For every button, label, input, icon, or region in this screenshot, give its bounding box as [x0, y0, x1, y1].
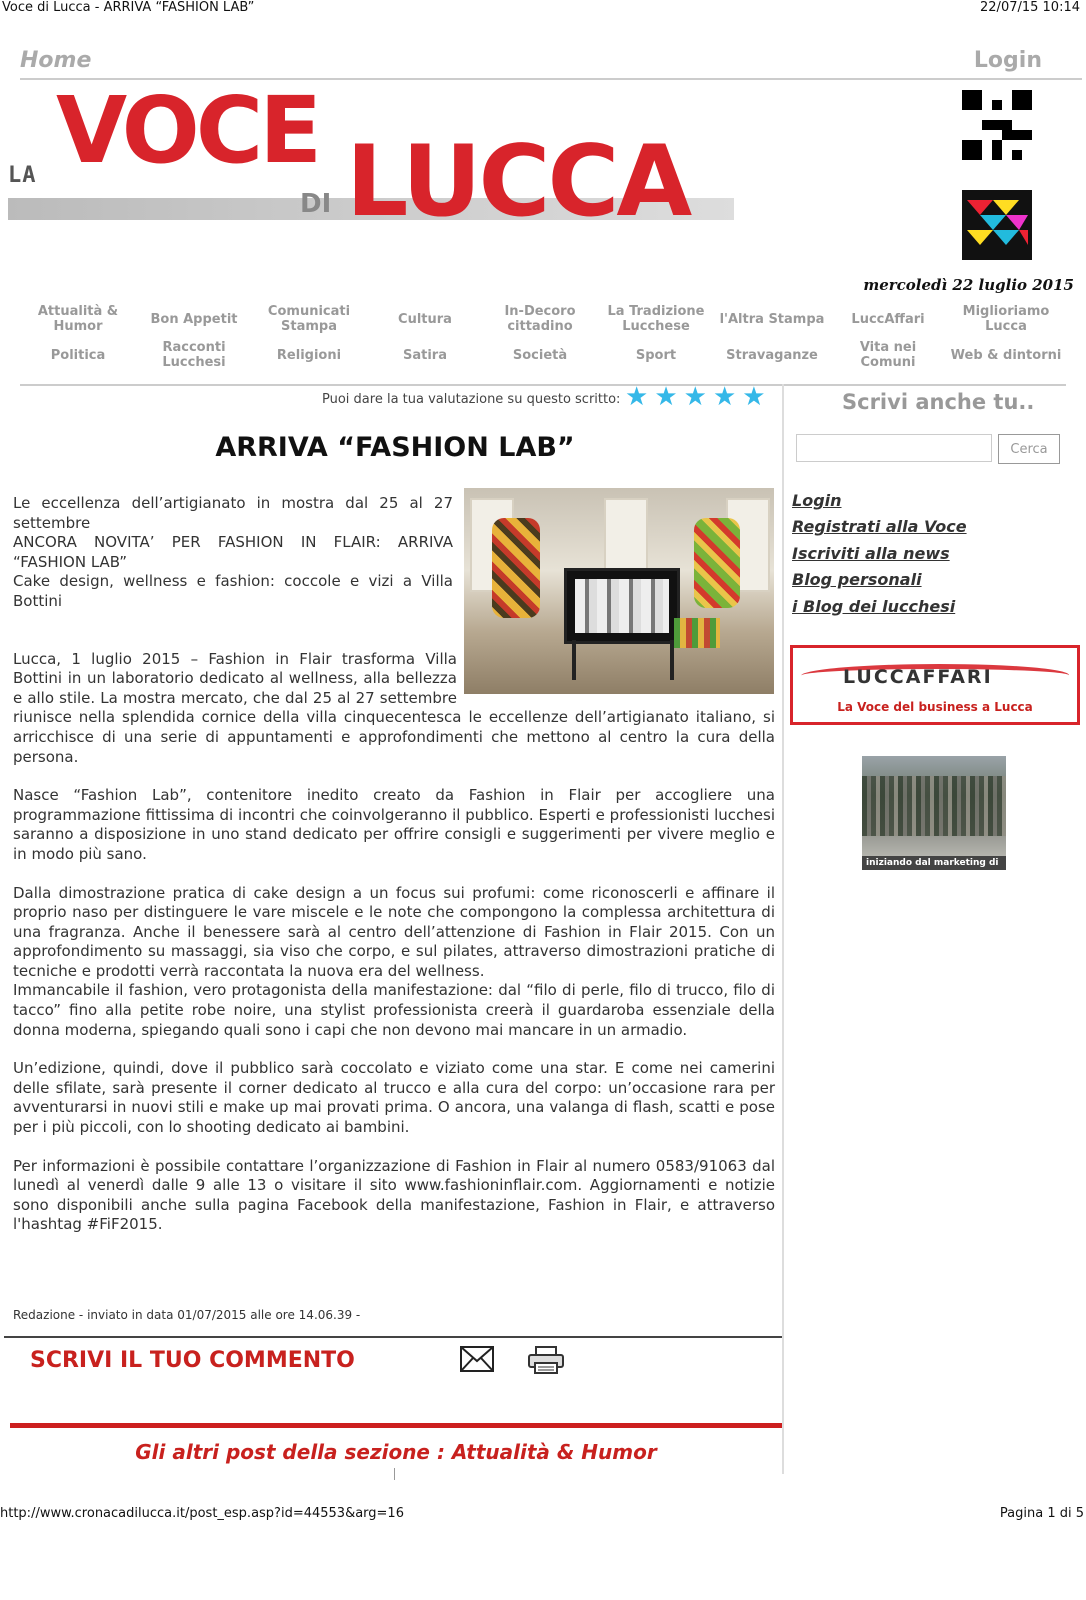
- mail-icon[interactable]: [460, 1346, 494, 1372]
- nav-item-attualita[interactable]: Attualità & Humor: [37, 304, 119, 334]
- pattern-badge-icon[interactable]: [962, 190, 1032, 260]
- sidebar-link-newsletter[interactable]: Iscriviti alla news: [792, 543, 950, 563]
- print-datetime: 22/07/15 10:14: [980, 0, 1080, 15]
- star-icon[interactable]: ★: [625, 382, 649, 412]
- star-icon[interactable]: ★: [683, 382, 707, 412]
- nav-item-societa[interactable]: Società: [512, 348, 568, 363]
- nav-item-altra-stampa[interactable]: l'Altra Stampa: [719, 312, 825, 327]
- article-paragraph: Dalla dimostrazione pratica di cake design a un focus sui profumi: come riconoscerli e affinare il proprio naso per distinguere le vare miscele e le note che compongono la complessa architettura di una fragranza. Anche il benessere sarà al centro dell’attenzione di Fashion in Flair 2015. Con un approfondimento su massaggi, sia viso che corpo, e sul pilates, attraverso dimostrazioni pratiche di tecniche e prodotti verrà raccontata la nuova era del wellness.: [13, 883, 775, 980]
- sidebar-write-heading[interactable]: Scrivi anche tu..: [842, 390, 1035, 414]
- login-link[interactable]: Login: [973, 48, 1042, 73]
- lead-line: Le eccellenza dell’artigianato in mostra dal 25 al 27 settembre: [13, 494, 453, 532]
- tick-mark: [394, 1468, 395, 1480]
- column-divider: [782, 384, 784, 1474]
- star-icon[interactable]: ★: [712, 382, 737, 412]
- sidebar-photo-caption: iniziando dal marketing di base: [862, 856, 1006, 870]
- nav-item-luccaffari[interactable]: LuccAffari: [851, 312, 925, 327]
- write-comment-link[interactable]: SCRIVI IL TUO COMMENTO: [30, 1348, 355, 1373]
- current-date: mercoledì 22 luglio 2015: [863, 276, 1074, 294]
- article-paragraph: Un’edizione, quindi, dove il pubblico sarà coccolato e viziato come una star. E come nei camerini delle sfilate, sarà presente il corner dedicato al trucco e alla cura del corpo: un’occasione rara per avventurarsi in nuovi stili e make up mai provati prima. O ancora, una valanga di flash, scatti e pose per i più piccoli, con lo shooting dedicato ai bambini.: [13, 1059, 775, 1137]
- logo-di: DI: [300, 189, 332, 219]
- nav-item-religioni[interactable]: Religioni: [276, 348, 342, 363]
- sidebar-link-blog[interactable]: Blog personali: [792, 570, 922, 590]
- rating-label: Puoi dare la tua valutazione su questo scritto:: [322, 392, 621, 407]
- nav-item-in-decoro[interactable]: In-Decoro cittadino: [504, 304, 576, 334]
- lead-line: ANCORA NOVITA’ PER FASHION IN FLAIR: ARRIVA “FASHION LAB”: [13, 533, 453, 571]
- article-paragraph: Lucca, 1 luglio 2015 – Fashion in Flair trasforma Villa Bottini in un laboratorio dedicato al wellness, alla bellezza e allo stile. La mostra mercato, che dal 25 al 27 settembre riunisce nella splendida cornice della villa cinquecentesca le eccellenze dell’artigianato italiano, si arricchisce di una serie di appuntamenti e approfondimenti che mettono al centro la cura della persona.: [13, 649, 775, 766]
- article-body: [13, 494, 775, 1254]
- sidebar-link-blogs-lucchesi[interactable]: i Blog dei lucchesi: [792, 596, 956, 616]
- section-nav: [20, 298, 1066, 386]
- logo-la: LA: [8, 163, 37, 188]
- banner-name: LUCCAFFARI: [843, 666, 993, 688]
- lead-line: Cake design, wellness e fashion: coccole e vizi a Villa Bottini: [13, 572, 453, 610]
- article-paragraph: Nasce “Fashion Lab”, contenitore inedito creato da Fashion in Flair per accogliere una programmazione fittissima di incontri che coinvolgeranno il pubblico. Esperti e professionisti lucchesi saranno a disposizione in uno stand dedicato per offrire consigli e suggerimenti per vivere meglio e in modo più sano.: [13, 786, 775, 863]
- sidebar-link-login[interactable]: Login: [792, 491, 842, 510]
- article-title: ARRIVA “FASHION LAB”: [215, 432, 575, 463]
- logo-lucca: LUCCA: [346, 125, 690, 239]
- nav-item-satira[interactable]: Satira: [403, 348, 447, 363]
- search-button[interactable]: Cerca: [998, 434, 1060, 464]
- nav-item-racconti[interactable]: Racconti Lucchesi: [162, 340, 226, 370]
- nav-item-bon-appetit[interactable]: Bon Appetit: [150, 312, 238, 327]
- nav-item-sport[interactable]: Sport: [635, 348, 677, 363]
- qr-code-icon[interactable]: [962, 90, 1032, 160]
- nav-item-cultura[interactable]: Cultura: [398, 312, 452, 327]
- other-posts-heading: Gli altri post della sezione : Attualità & Humor: [135, 1440, 657, 1464]
- sidebar-link-register[interactable]: Registrati alla Voce: [792, 517, 967, 537]
- separator: [4, 1336, 782, 1338]
- home-link[interactable]: Home: [20, 48, 92, 73]
- star-icon[interactable]: ★: [654, 382, 678, 412]
- nav-item-tradizione[interactable]: La Tradizione Lucchese: [607, 304, 705, 334]
- nav-item-comunicati[interactable]: Comunicati Stampa: [267, 304, 351, 334]
- print-title: Voce di Lucca - ARRIVA “FASHION LAB”: [2, 0, 255, 15]
- nav-item-miglioriamo[interactable]: Miglioriamo Lucca: [962, 304, 1050, 334]
- article-paragraph: Per informazioni è possibile contattare l’organizzazione di Fashion in Flair al numero 0583/91063 dal lunedì al venerdì dalle 9 alle 13 o visitare il sito www.fashioninflair.com. Aggiornamenti e notizie sono disponibili anche sulla pagina Facebook della manifestazione, Fashion in Flair, e attraverso l'hashtag #FiF2015.: [13, 1156, 775, 1234]
- nav-item-politica[interactable]: Politica: [50, 348, 106, 363]
- red-separator: [10, 1423, 782, 1428]
- nav-item-vita-comuni[interactable]: Vita nei Comuni: [859, 340, 917, 370]
- top-bar: [20, 48, 1082, 80]
- search-input[interactable]: [796, 434, 992, 462]
- nav-item-web[interactable]: Web & dintorni: [950, 348, 1062, 363]
- printer-icon[interactable]: [528, 1346, 564, 1374]
- photo-crowd: [862, 776, 1006, 836]
- article-lead: [13, 494, 453, 612]
- rating-stars: [625, 384, 772, 410]
- article-paragraph: Immancabile il fashion, vero protagonista della manifestazione: dal “filo di perle, filo di trucco, filo di tacco” fino alla petite robe noire, una stylist professionista creerà il guardaroba essenziale della donna moderna, spiegando quali sono i capi che non devono mai mancare in un armadio.: [13, 981, 775, 1039]
- nav-item-stravaganze[interactable]: Stravaganze: [726, 348, 818, 363]
- article-sender: Redazione - inviato in data 01/07/2015 alle ore 14.06.39 -: [13, 1308, 361, 1322]
- sidebar-links: [792, 488, 967, 620]
- luccaffari-banner[interactable]: [790, 645, 1080, 725]
- sidebar-photo[interactable]: [862, 756, 1006, 882]
- star-icon[interactable]: ★: [742, 382, 766, 412]
- logo-voce: VOCE: [56, 77, 319, 184]
- site-logo[interactable]: [8, 77, 734, 239]
- banner-subtitle: La Voce del business a Lucca: [837, 700, 1033, 714]
- print-url: http://www.cronacadilucca.it/post_esp.asp?id=44553&arg=16: [0, 1506, 404, 1521]
- print-page-number: Pagina 1 di 5: [999, 1506, 1084, 1521]
